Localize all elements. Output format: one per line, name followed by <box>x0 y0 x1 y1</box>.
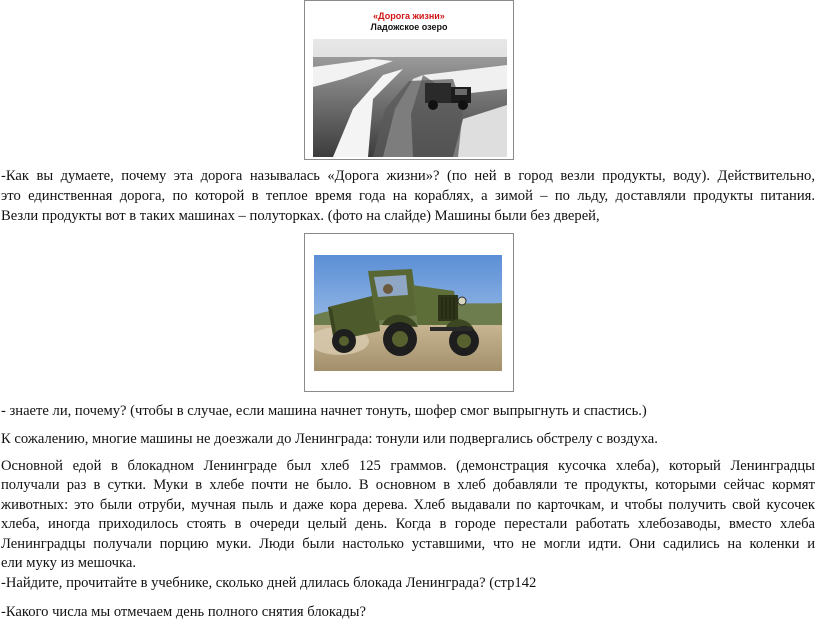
text-line: Основной едой в блокадном Ленинграде был хлеб 125 граммов. (демонстрация кусочка хлеба), который Ленинградцы <box>1 458 815 474</box>
slide-subtitle-ladoga-lake: Ладожское озеро <box>370 22 448 32</box>
paragraph-road-of-life <box>1 166 815 226</box>
text-line: ели муку из мешочка. <box>1 555 137 572</box>
text-line: животных: это были отруби, мучная пыль и даже кора дерева. Хлеб выдавали по карточкам, и чтобы получить свой кусочек <box>1 496 815 513</box>
ice-road-slide <box>304 0 514 160</box>
paragraph-question-days: -Найдите, прочитайте в учебнике, сколько дней длилась блокада Ленинграда? (стр142 <box>1 575 537 591</box>
text-line: получали раз в сутки. Муки в хлебе почти не было. В основном в хлеб добавляли те продукты, которыми сейчас кормят <box>1 477 815 494</box>
paragraph-why-no-doors: - знаете ли, почему? (чтобы в случае, если машина начнет тонуть, шофер смог выпрыгнуть и спастись.) <box>1 403 647 419</box>
polutorka-truck-photo <box>314 255 502 371</box>
ice-road-truck-photo <box>313 39 507 157</box>
truck-slide <box>304 233 514 392</box>
paragraph-question-date: -Какого числа мы отмечаем день полного снятия блокады? <box>1 604 366 620</box>
text-line: хлеба, иногда приходилось стоять в очереди целый день. Когда в городе перестали работать хлебозаводы, вместо хлеба <box>1 516 815 533</box>
paragraph-blockade-bread <box>1 457 815 573</box>
text-line: Ленинградцы получали порцию муки. Люди были настолько уставшими, что не могли идти. Они садились на коленки и <box>1 535 815 552</box>
text-line: Везли продукты вот в таких машинах – полуторках. (фото на слайде) Машины были без дверей, <box>1 208 600 224</box>
text-line: -Как вы думаете, почему эта дорога называлась «Дорога жизни»? (по ней в город везли продукты, воду). Действительно, <box>1 168 815 184</box>
text-line: это единственная дорога, по которой в теплое время года на кораблях, а зимой – по льду, доставляли продукты питания. <box>1 188 815 204</box>
slide-title-road-of-life: «Дорога жизни» <box>373 11 445 21</box>
paragraph-trucks-lost: К сожалению, многие машины не доезжали до Ленинграда: тонули или подвергались обстрелу с воздуха. <box>1 431 658 447</box>
